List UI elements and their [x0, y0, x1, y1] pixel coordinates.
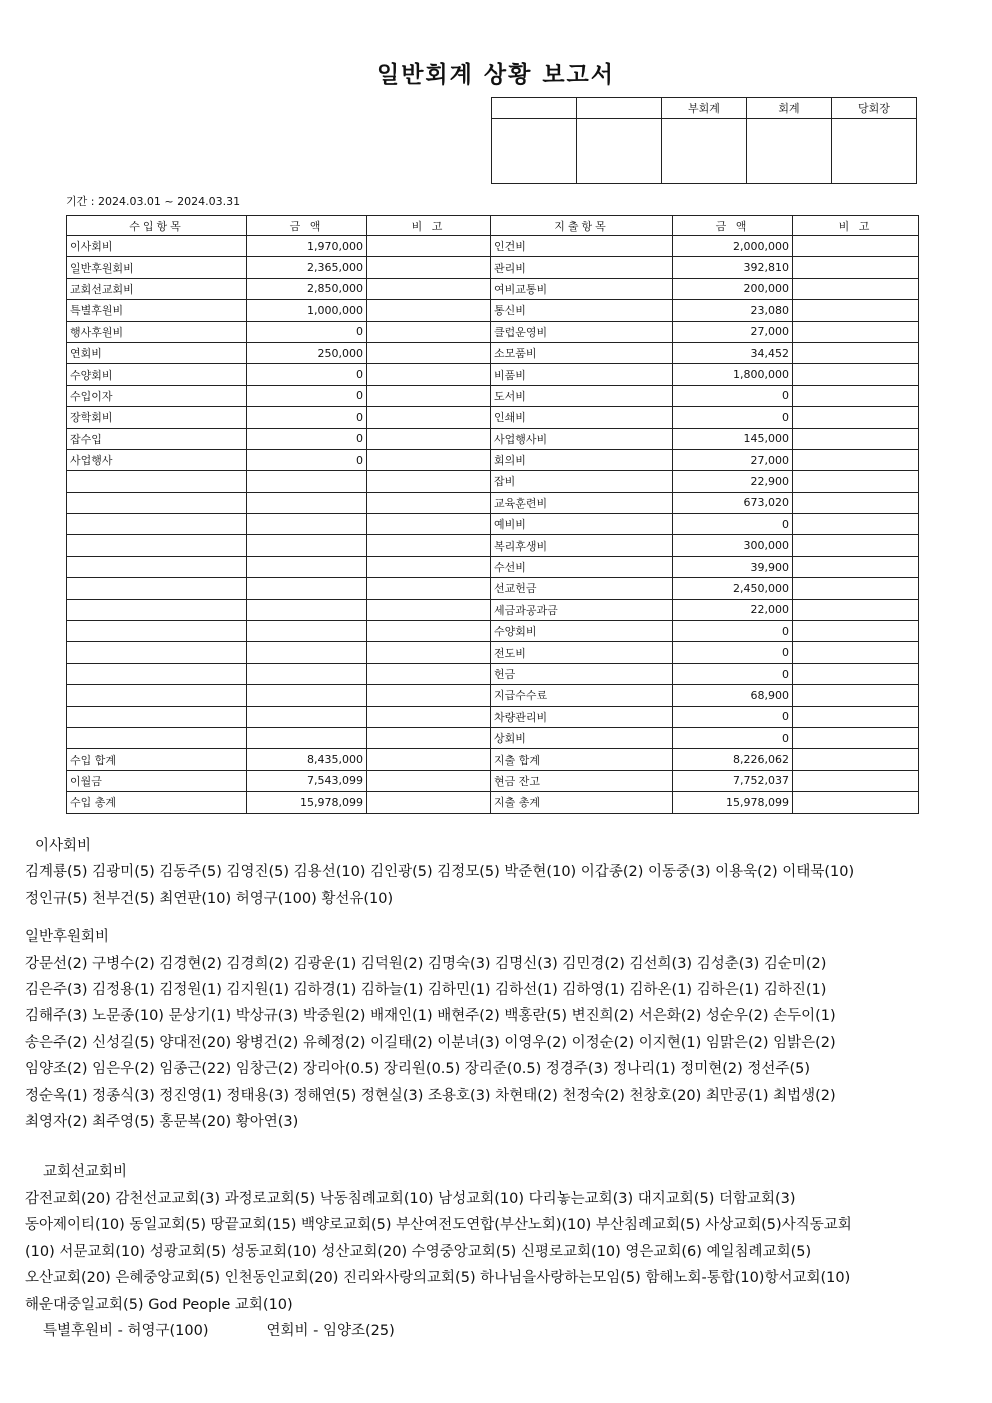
income-item [67, 471, 247, 492]
church-fee-title: 교회선교회비 [43, 1164, 128, 1181]
income-note [367, 770, 491, 791]
column-header: 금 액 [247, 216, 367, 236]
income-item [67, 599, 247, 620]
expense-note [793, 300, 919, 321]
column-header: 지출항목 [491, 216, 673, 236]
approval-box [491, 97, 917, 184]
table-row [67, 407, 919, 428]
expense-amount: 145,000 [673, 428, 793, 449]
expense-amount: 22,900 [673, 471, 793, 492]
income-amount: 2,365,000 [247, 257, 367, 278]
expense-amount: 34,452 [673, 342, 793, 363]
income-note [367, 257, 491, 278]
income-amount [247, 663, 367, 684]
income-amount: 0 [247, 428, 367, 449]
income-amount [247, 599, 367, 620]
expense-note [793, 514, 919, 535]
expense-note [793, 706, 919, 727]
table-row [67, 278, 919, 299]
income-note [367, 385, 491, 406]
income-note [367, 642, 491, 663]
column-header: 비 고 [367, 216, 491, 236]
expense-amount: 300,000 [673, 535, 793, 556]
column-header: 금 액 [673, 216, 793, 236]
notes-section [25, 833, 980, 1344]
expense-amount: 68,900 [673, 685, 793, 706]
income-item: 특별후원비 [67, 300, 247, 321]
expense-item: 지출 합계 [491, 749, 673, 770]
income-item [67, 621, 247, 642]
expense-amount: 23,080 [673, 300, 793, 321]
expense-item: 예비비 [491, 514, 673, 535]
income-amount [247, 727, 367, 748]
expense-amount: 200,000 [673, 278, 793, 299]
expense-amount: 0 [673, 385, 793, 406]
income-amount: 7,543,099 [247, 770, 367, 791]
expense-item: 전도비 [491, 642, 673, 663]
expense-amount: 2,450,000 [673, 578, 793, 599]
expense-amount: 27,000 [673, 321, 793, 342]
table-row [67, 535, 919, 556]
income-note [367, 342, 491, 363]
board-donor-line: 정인규(5) 천부건(5) 최연판(10) 허영구(100) 황선유(10) [25, 890, 394, 907]
table-row [67, 428, 919, 449]
table-row [67, 236, 919, 257]
income-amount [247, 471, 367, 492]
income-amount [247, 556, 367, 577]
expense-amount: 0 [673, 407, 793, 428]
income-item: 잡수입 [67, 428, 247, 449]
approval-sign-cell [662, 119, 747, 184]
income-note [367, 685, 491, 706]
expense-note [793, 727, 919, 748]
income-amount: 0 [247, 385, 367, 406]
income-note [367, 471, 491, 492]
income-amount: 1,000,000 [247, 300, 367, 321]
income-note [367, 236, 491, 257]
expense-note [793, 342, 919, 363]
column-header: 수입항목 [67, 216, 247, 236]
expense-amount: 0 [673, 706, 793, 727]
income-item [67, 727, 247, 748]
table-row [67, 449, 919, 470]
expense-note [793, 364, 919, 385]
income-amount [247, 514, 367, 535]
income-item [67, 685, 247, 706]
income-amount [247, 685, 367, 706]
expense-item: 관리비 [491, 257, 673, 278]
income-note [367, 599, 491, 620]
expense-note [793, 321, 919, 342]
expense-item: 사업행사비 [491, 428, 673, 449]
expense-amount: 27,000 [673, 449, 793, 470]
expense-note [793, 663, 919, 684]
general-donor-line: 최영자(2) 최주영(5) 홍문복(20) 황아연(3) [25, 1114, 299, 1131]
expense-item: 클럽운영비 [491, 321, 673, 342]
income-note [367, 321, 491, 342]
income-amount [247, 492, 367, 513]
table-row [67, 514, 919, 535]
expense-amount: 2,000,000 [673, 236, 793, 257]
general-donor-line: 김해주(3) 노문종(10) 문상기(1) 박상규(3) 박중원(2) 배재인(1) 배현주(2) 백홍란(5) 변진희(2) 서은화(2) 성순우(2) 손두이(1) [25, 1008, 836, 1025]
table-row [67, 300, 919, 321]
special-support-line: 특별후원비 - 허영구(100) [43, 1322, 209, 1339]
expense-item: 소모품비 [491, 342, 673, 363]
expense-item: 차량관리비 [491, 706, 673, 727]
income-note [367, 535, 491, 556]
expense-item: 잡비 [491, 471, 673, 492]
expense-item: 인건비 [491, 236, 673, 257]
church-donor-line: 오산교회(20) 은혜중앙교회(5) 인천동인교회(20) 진리와사랑의교회(5) 하나님을사랑하는모임(5) 함해노회-통합(10)항서교회(10) [25, 1270, 851, 1287]
income-amount [247, 578, 367, 599]
expense-amount: 0 [673, 621, 793, 642]
income-amount [247, 621, 367, 642]
approval-sign-cell [832, 119, 917, 184]
income-item: 연회비 [67, 342, 247, 363]
table-row [67, 578, 919, 599]
expense-amount: 39,900 [673, 556, 793, 577]
expense-item: 복리후생비 [491, 535, 673, 556]
approval-header-cell: 회계 [747, 98, 832, 119]
expense-note [793, 492, 919, 513]
income-note [367, 706, 491, 727]
general-fee-title: 일반후원회비 [25, 929, 110, 946]
expense-item: 현금 잔고 [491, 770, 673, 791]
church-donor-line: 동아제이티(10) 동일교회(5) 땅끝교회(15) 백양로교회(5) 부산여전도연합(부산노회)(10) 부산침례교회(5) 사상교회(5)사직동교회 [25, 1217, 852, 1234]
income-item: 이월금 [67, 770, 247, 791]
table-row [67, 385, 919, 406]
expense-note [793, 770, 919, 791]
expense-amount: 673,020 [673, 492, 793, 513]
income-item: 장학회비 [67, 407, 247, 428]
expense-item: 여비교통비 [491, 278, 673, 299]
table-row [67, 727, 919, 748]
income-note [367, 514, 491, 535]
expense-note [793, 471, 919, 492]
income-item: 행사후원비 [67, 321, 247, 342]
expense-item: 헌금 [491, 663, 673, 684]
income-item [67, 642, 247, 663]
income-item [67, 492, 247, 513]
income-item [67, 535, 247, 556]
board-fee-title: 이사회비 [35, 838, 92, 854]
income-note [367, 578, 491, 599]
expense-note [793, 236, 919, 257]
general-donor-line: 정순옥(1) 정종식(3) 정진영(1) 정태용(3) 정해연(5) 정현실(3) 조용호(3) 차현태(2) 천정숙(2) 천창호(20) 최만공(1) 최법생(2) [25, 1087, 836, 1104]
income-note [367, 727, 491, 748]
table-row [67, 321, 919, 342]
expense-amount: 0 [673, 663, 793, 684]
income-amount [247, 642, 367, 663]
church-donor-line: 감전교회(20) 감천선교교회(3) 과정로교회(5) 낙동침례교회(10) 남성교회(10) 다리놓는교회(3) 대지교회(5) 더함교회(3) [25, 1190, 796, 1207]
income-note [367, 556, 491, 577]
approval-sign-cell [492, 119, 577, 184]
expense-item: 통신비 [491, 300, 673, 321]
expense-amount: 15,978,099 [673, 792, 793, 813]
expense-item: 회의비 [491, 449, 673, 470]
income-item: 수입이자 [67, 385, 247, 406]
expense-note [793, 792, 919, 813]
expense-item: 세금과공과금 [491, 599, 673, 620]
income-amount: 0 [247, 364, 367, 385]
general-donor-line: 송은주(2) 신성길(5) 양대전(20) 왕병건(2) 유혜정(2) 이길태(2) 이분녀(3) 이영우(2) 이정순(2) 이지현(1) 임맑은(2) 임밝은(2) [25, 1034, 836, 1051]
table-row [67, 364, 919, 385]
income-note [367, 364, 491, 385]
expense-item: 비품비 [491, 364, 673, 385]
expense-note [793, 599, 919, 620]
income-item: 교회선교회비 [67, 278, 247, 299]
expense-amount: 0 [673, 727, 793, 748]
expense-amount: 7,752,037 [673, 770, 793, 791]
income-amount: 2,850,000 [247, 278, 367, 299]
income-amount: 8,435,000 [247, 749, 367, 770]
income-note [367, 749, 491, 770]
table-row [67, 342, 919, 363]
income-amount [247, 535, 367, 556]
table-row [67, 621, 919, 642]
expense-amount: 0 [673, 642, 793, 663]
general-donor-line: 임양조(2) 임은우(2) 임종근(22) 임창근(2) 장리아(0.5) 장리원(0.5) 장리준(0.5) 정경주(3) 정나리(1) 정미현(2) 정선주(5) [25, 1061, 810, 1078]
expense-amount: 392,810 [673, 257, 793, 278]
table-row [67, 685, 919, 706]
expense-note [793, 642, 919, 663]
income-item [67, 706, 247, 727]
approval-header-cell: 부회계 [662, 98, 747, 119]
table-row [67, 642, 919, 663]
income-note [367, 621, 491, 642]
expense-note [793, 428, 919, 449]
expense-item: 지출 총계 [491, 792, 673, 813]
income-amount [247, 706, 367, 727]
income-item: 이사회비 [67, 236, 247, 257]
column-header: 비 고 [793, 216, 919, 236]
expense-amount: 1,800,000 [673, 364, 793, 385]
table-row [67, 663, 919, 684]
income-note [367, 663, 491, 684]
expense-note [793, 407, 919, 428]
expense-note [793, 578, 919, 599]
income-amount: 0 [247, 321, 367, 342]
expense-note [793, 535, 919, 556]
board-donor-line: 김계룡(5) 김광미(5) 김동주(5) 김영진(5) 김용선(10) 김인광(5) 김정모(5) 박준현(10) 이갑종(2) 이동중(3) 이용욱(2) 이태묵(10) [25, 864, 855, 881]
church-donor-line: (10) 서문교회(10) 성광교회(5) 성동교회(10) 성산교회(20) 수영중앙교회(5) 신평로교회(10) 영은교회(6) 예일침례교회(5) [25, 1243, 812, 1260]
church-donor-line: 해운대중일교회(5) God People 교회(10) [25, 1296, 293, 1313]
income-note [367, 300, 491, 321]
table-row [67, 257, 919, 278]
income-note [367, 428, 491, 449]
expense-amount: 0 [673, 514, 793, 535]
special-annual-line [25, 1318, 980, 1344]
income-item: 일반후원회비 [67, 257, 247, 278]
table-row [67, 770, 919, 791]
income-item [67, 514, 247, 535]
table-header-row [67, 216, 919, 236]
table-row [67, 792, 919, 813]
expense-note [793, 556, 919, 577]
income-item: 수입 합계 [67, 749, 247, 770]
expense-item: 도서비 [491, 385, 673, 406]
expense-item: 수선비 [491, 556, 673, 577]
income-note [367, 449, 491, 470]
income-amount: 0 [247, 449, 367, 470]
approval-sign-cell [577, 119, 662, 184]
expense-note [793, 749, 919, 770]
expense-item: 지급수수료 [491, 685, 673, 706]
income-amount: 250,000 [247, 342, 367, 363]
table-row [67, 492, 919, 513]
general-donor-line: 김은주(3) 김정용(1) 김정원(1) 김지원(1) 김하경(1) 김하늘(1) 김하민(1) 김하선(1) 김하영(1) 김하온(1) 김하은(1) 김하진(1) [25, 982, 827, 999]
table-row [67, 749, 919, 770]
table-row [67, 471, 919, 492]
expense-item: 교육훈련비 [491, 492, 673, 513]
expense-note [793, 257, 919, 278]
ledger-table [66, 215, 919, 814]
annual-fee-line: 연회비 - 임양조(25) [266, 1322, 395, 1339]
income-amount: 15,978,099 [247, 792, 367, 813]
expense-amount: 8,226,062 [673, 749, 793, 770]
table-row [67, 706, 919, 727]
expense-amount: 22,000 [673, 599, 793, 620]
expense-item: 수양회비 [491, 621, 673, 642]
income-item [67, 663, 247, 684]
table-row [67, 556, 919, 577]
page-title: 일반회계 상황 보고서 [377, 62, 615, 88]
expense-note [793, 621, 919, 642]
period-label: 기간 : 2024.03.01 ~ 2024.03.31 [66, 195, 241, 208]
income-item [67, 556, 247, 577]
table-row [67, 599, 919, 620]
income-amount: 1,970,000 [247, 236, 367, 257]
expense-item: 선교헌금 [491, 578, 673, 599]
approval-header-cell: 당회장 [832, 98, 917, 119]
income-item: 사업행사 [67, 449, 247, 470]
approval-header-cell [577, 98, 662, 119]
expense-item: 인쇄비 [491, 407, 673, 428]
expense-note [793, 685, 919, 706]
income-note [367, 792, 491, 813]
income-item: 수입 총계 [67, 792, 247, 813]
income-note [367, 407, 491, 428]
approval-header-cell [492, 98, 577, 119]
general-donor-line: 강문선(2) 구병수(2) 김경현(2) 김경희(2) 김광운(1) 김덕원(2) 김명숙(3) 김명신(3) 김민경(2) 김선희(3) 김성춘(3) 김순미(2) [25, 955, 827, 972]
expense-note [793, 385, 919, 406]
income-note [367, 278, 491, 299]
expense-note [793, 449, 919, 470]
approval-sign-cell [747, 119, 832, 184]
expense-note [793, 278, 919, 299]
expense-item: 상회비 [491, 727, 673, 748]
income-note [367, 492, 491, 513]
income-item: 수양회비 [67, 364, 247, 385]
income-amount: 0 [247, 407, 367, 428]
income-item [67, 578, 247, 599]
